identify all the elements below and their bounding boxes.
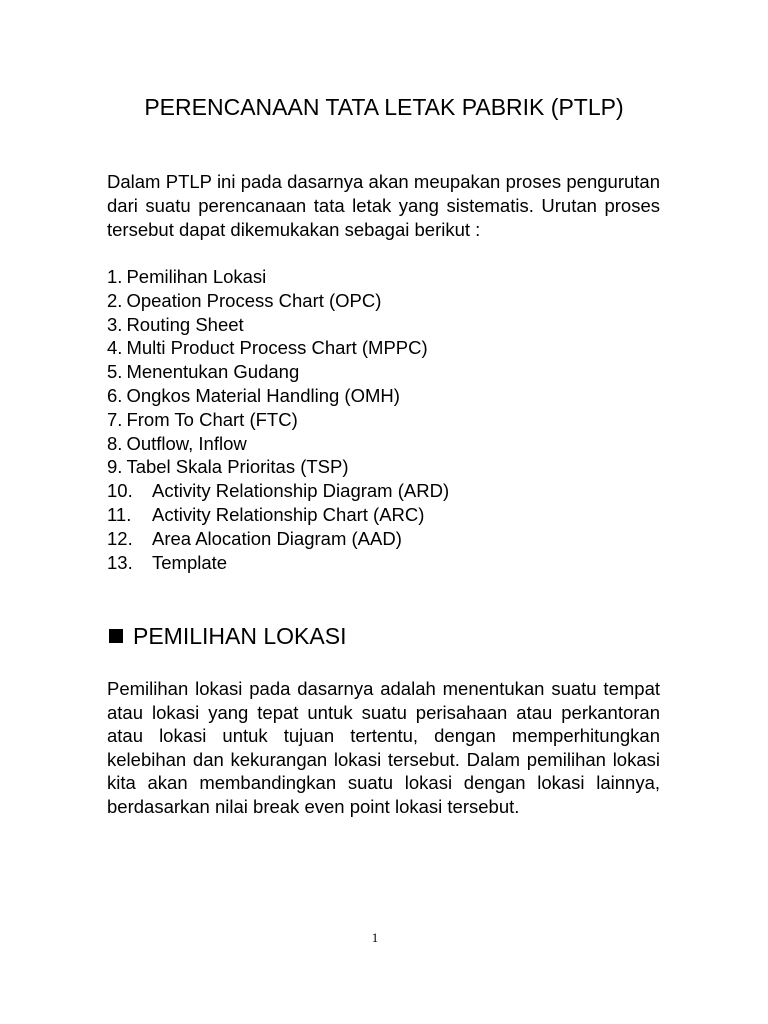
list-item — [107, 360, 449, 384]
list-item-text: Ongkos Material Handling (OMH) — [126, 384, 400, 406]
list-item-text: Multi Product Process Chart (MPPC) — [126, 337, 428, 359]
list-item-text: Tabel Skala Prioritas (TSP) — [126, 456, 349, 478]
list-item — [107, 265, 449, 289]
list-item-text: Opeation Process Chart (OPC) — [126, 289, 382, 311]
section-heading — [107, 621, 346, 651]
list-item — [107, 455, 449, 479]
list-item-number: 8. — [107, 432, 123, 454]
list-item-number: 1. — [107, 266, 123, 287]
list-item-number: 13. — [107, 551, 133, 573]
list-item-number: 7. — [107, 408, 123, 430]
list-item-number: 6. — [107, 384, 123, 406]
list-item — [107, 551, 449, 575]
list-item-number: 12. — [107, 527, 133, 549]
list-item — [107, 479, 449, 503]
list-item-text: Template — [152, 551, 228, 573]
list-item — [107, 384, 449, 408]
list-item-text: Activity Relationship Diagram (ARD) — [152, 480, 450, 502]
list-item-number: 5. — [107, 361, 123, 383]
list-item — [107, 289, 449, 313]
list-item-text: Pemilihan Lokasi — [126, 266, 267, 287]
black-square-bullet-icon — [109, 629, 123, 643]
list-item — [107, 527, 449, 551]
page-number: 1 — [371, 930, 379, 945]
list-item — [107, 408, 449, 432]
list-item — [107, 432, 449, 456]
section-paragraph: Pemilihan lokasi pada dasarnya adalah menentukan suatu tempat atau lokasi yang tepat untuk suatu perisahaan atau perkantoran atau lokasi untuk tujuan tertentu, dengan memperhitungkan kelebihan dan kekurangan lokasi tersebut. Dalam pemilihan lokasi kita akan membandingkan suatu lokasi dengan lokasi lainnya, berdasarkan nilai break even point lokasi tersebut. — [107, 678, 660, 817]
document-title: PERENCANAAN TATA LETAK PABRIK (PTLP) — [144, 94, 624, 120]
list-item-number: 3. — [107, 313, 123, 335]
process-list — [107, 265, 449, 574]
list-item-text: Outflow, Inflow — [126, 432, 247, 454]
list-item-text: From To Chart (FTC) — [126, 408, 298, 430]
list-item-text: Activity Relationship Chart (ARC) — [152, 503, 425, 525]
list-item — [107, 313, 449, 337]
list-item — [107, 336, 449, 360]
list-item-text: Menentukan Gudang — [126, 361, 300, 383]
intro-paragraph: Dalam PTLP ini pada dasarnya akan meupakan proses pengurutan dari suatu perencanaan tata letak yang sistematis. Urutan proses tersebut dapat dikemukakan sebagai berikut : — [107, 171, 660, 240]
section-heading-text: PEMILIHAN LOKASI — [133, 623, 347, 649]
list-item — [107, 503, 449, 527]
list-item-number: 4. — [107, 337, 123, 359]
list-item-text: Area Alocation Diagram (AAD) — [152, 527, 402, 549]
list-item-number: 10. — [107, 480, 133, 502]
list-item-text: Routing Sheet — [126, 313, 244, 335]
list-item-number: 11. — [107, 503, 132, 525]
list-item-number: 2. — [107, 289, 123, 311]
list-item-number: 9. — [107, 456, 123, 478]
